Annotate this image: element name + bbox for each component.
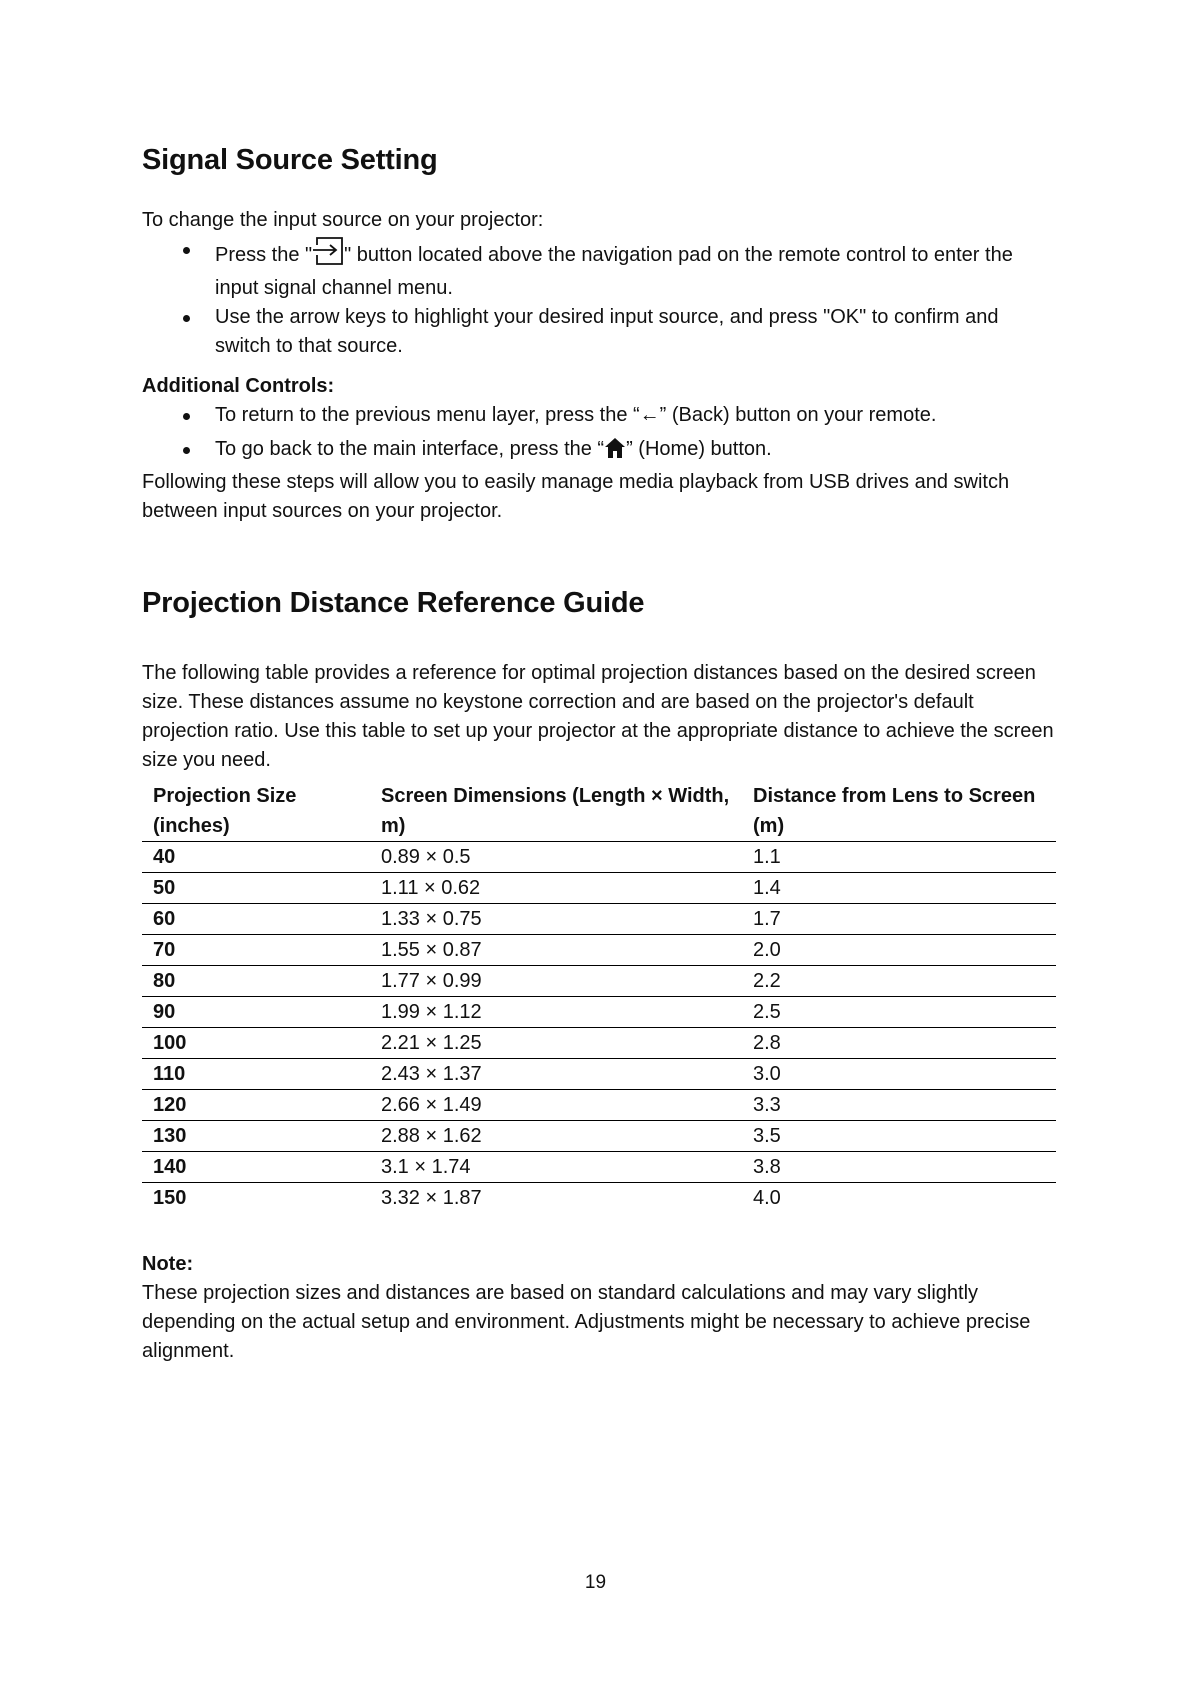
list-item <box>142 303 1056 361</box>
cell-projection-size: 40 <box>142 842 370 873</box>
control-home-text-before: To go back to the main interface, press the “ <box>215 438 605 460</box>
cell-screen-dimensions: 1.77 × 0.99 <box>370 966 742 997</box>
cell-screen-dimensions: 1.99 × 1.12 <box>370 997 742 1028</box>
table-row <box>142 966 1056 997</box>
table-row <box>142 842 1056 873</box>
cell-screen-dimensions: 1.11 × 0.62 <box>370 873 742 904</box>
step-1-text-before: Press the " <box>215 244 313 266</box>
cell-screen-dimensions: 2.66 × 1.49 <box>370 1090 742 1121</box>
bullet-dot <box>183 413 190 420</box>
cell-distance: 3.0 <box>742 1059 1056 1090</box>
control-back-text: To return to the previous menu layer, press the “←” (Back) button on your remote. <box>215 404 937 426</box>
list-item <box>142 435 1056 468</box>
cell-distance: 1.7 <box>742 904 1056 935</box>
cell-distance: 2.8 <box>742 1028 1056 1059</box>
cell-distance: 1.1 <box>742 842 1056 873</box>
cell-distance: 3.3 <box>742 1090 1056 1121</box>
table-row <box>142 1090 1056 1121</box>
list-item <box>142 235 1056 303</box>
cell-projection-size: 150 <box>142 1183 370 1214</box>
additional-controls-label: Additional Controls: <box>142 375 335 397</box>
cell-distance: 2.5 <box>742 997 1056 1028</box>
note-label: Note: <box>142 1253 194 1275</box>
cell-distance: 4.0 <box>742 1183 1056 1214</box>
table-body <box>142 842 1056 1214</box>
cell-screen-dimensions: 2.88 × 1.62 <box>370 1121 742 1152</box>
header-projection-size: Projection Size (inches) <box>153 785 297 837</box>
cell-screen-dimensions: 2.43 × 1.37 <box>370 1059 742 1090</box>
cell-screen-dimensions: 3.1 × 1.74 <box>370 1152 742 1183</box>
table-row <box>142 1028 1056 1059</box>
cell-projection-size: 80 <box>142 966 370 997</box>
section-title-signal-source: Signal Source Setting <box>142 144 438 176</box>
cell-projection-size: 120 <box>142 1090 370 1121</box>
projection-distance-description: The following table provides a reference for optimal projection distances based on the desired screen size. These distances assume no keystone correction and are based on the projector's default projection ratio. Use this table to set up your projector at the appropriate distance to achieve the screen size you need. <box>142 662 1054 771</box>
table-row <box>142 1152 1056 1183</box>
cell-distance: 1.4 <box>742 873 1056 904</box>
header-distance: Distance from Lens to Screen (m) <box>753 785 1036 837</box>
cell-screen-dimensions: 1.55 × 0.87 <box>370 935 742 966</box>
home-icon <box>604 437 626 468</box>
table-header-row <box>142 781 1056 842</box>
table-row <box>142 997 1056 1028</box>
page-number: 19 <box>584 1572 607 1593</box>
signal-source-closing: Following these steps will allow you to easily manage media playback from USB drives and switch between input sources on your projector. <box>142 471 1010 522</box>
list-item <box>142 401 1056 430</box>
cell-projection-size: 60 <box>142 904 370 935</box>
table-row <box>142 1059 1056 1090</box>
cell-projection-size: 100 <box>142 1028 370 1059</box>
cell-distance: 3.5 <box>742 1121 1056 1152</box>
cell-projection-size: 140 <box>142 1152 370 1183</box>
cell-projection-size: 90 <box>142 997 370 1028</box>
note-text: These projection sizes and distances are based on standard calculations and may vary slightly depending on the actual setup and environment. Adjustments might be necessary to achieve precise alignment. <box>142 1282 1031 1362</box>
cell-projection-size: 70 <box>142 935 370 966</box>
header-screen-dimensions: Screen Dimensions (Length × Width, m) <box>381 785 730 837</box>
table-row <box>142 1183 1056 1214</box>
table-row <box>142 1121 1056 1152</box>
signal-source-intro: To change the input source on your projector: <box>142 209 544 231</box>
cell-projection-size: 110 <box>142 1059 370 1090</box>
cell-projection-size: 50 <box>142 873 370 904</box>
step-2-text: Use the arrow keys to highlight your desired input source, and press "OK" to confirm and switch to that source. <box>215 306 999 357</box>
cell-screen-dimensions: 1.33 × 0.75 <box>370 904 742 935</box>
cell-distance: 3.8 <box>742 1152 1056 1183</box>
control-home-text-after: ” (Home) button. <box>626 438 772 460</box>
step-1-text-after: " button located above the navigation pad on the remote control to enter the input signal channel menu. <box>215 244 1013 299</box>
cell-distance: 2.2 <box>742 966 1056 997</box>
table-row <box>142 935 1056 966</box>
cell-projection-size: 130 <box>142 1121 370 1152</box>
page-content <box>142 140 1056 1366</box>
cell-screen-dimensions: 2.21 × 1.25 <box>370 1028 742 1059</box>
section-title-projection-distance: Projection Distance Reference Guide <box>142 587 645 619</box>
additional-controls-list <box>142 401 1056 468</box>
bullet-dot <box>183 447 190 454</box>
bullet-dot <box>183 247 190 254</box>
cell-screen-dimensions: 3.32 × 1.87 <box>370 1183 742 1214</box>
projection-distance-table <box>142 781 1056 1213</box>
cell-screen-dimensions: 0.89 × 0.5 <box>370 842 742 873</box>
table-row <box>142 873 1056 904</box>
table-row <box>142 904 1056 935</box>
input-source-icon <box>312 235 344 274</box>
bullet-dot <box>183 315 190 322</box>
signal-source-steps <box>142 235 1056 361</box>
cell-distance: 2.0 <box>742 935 1056 966</box>
